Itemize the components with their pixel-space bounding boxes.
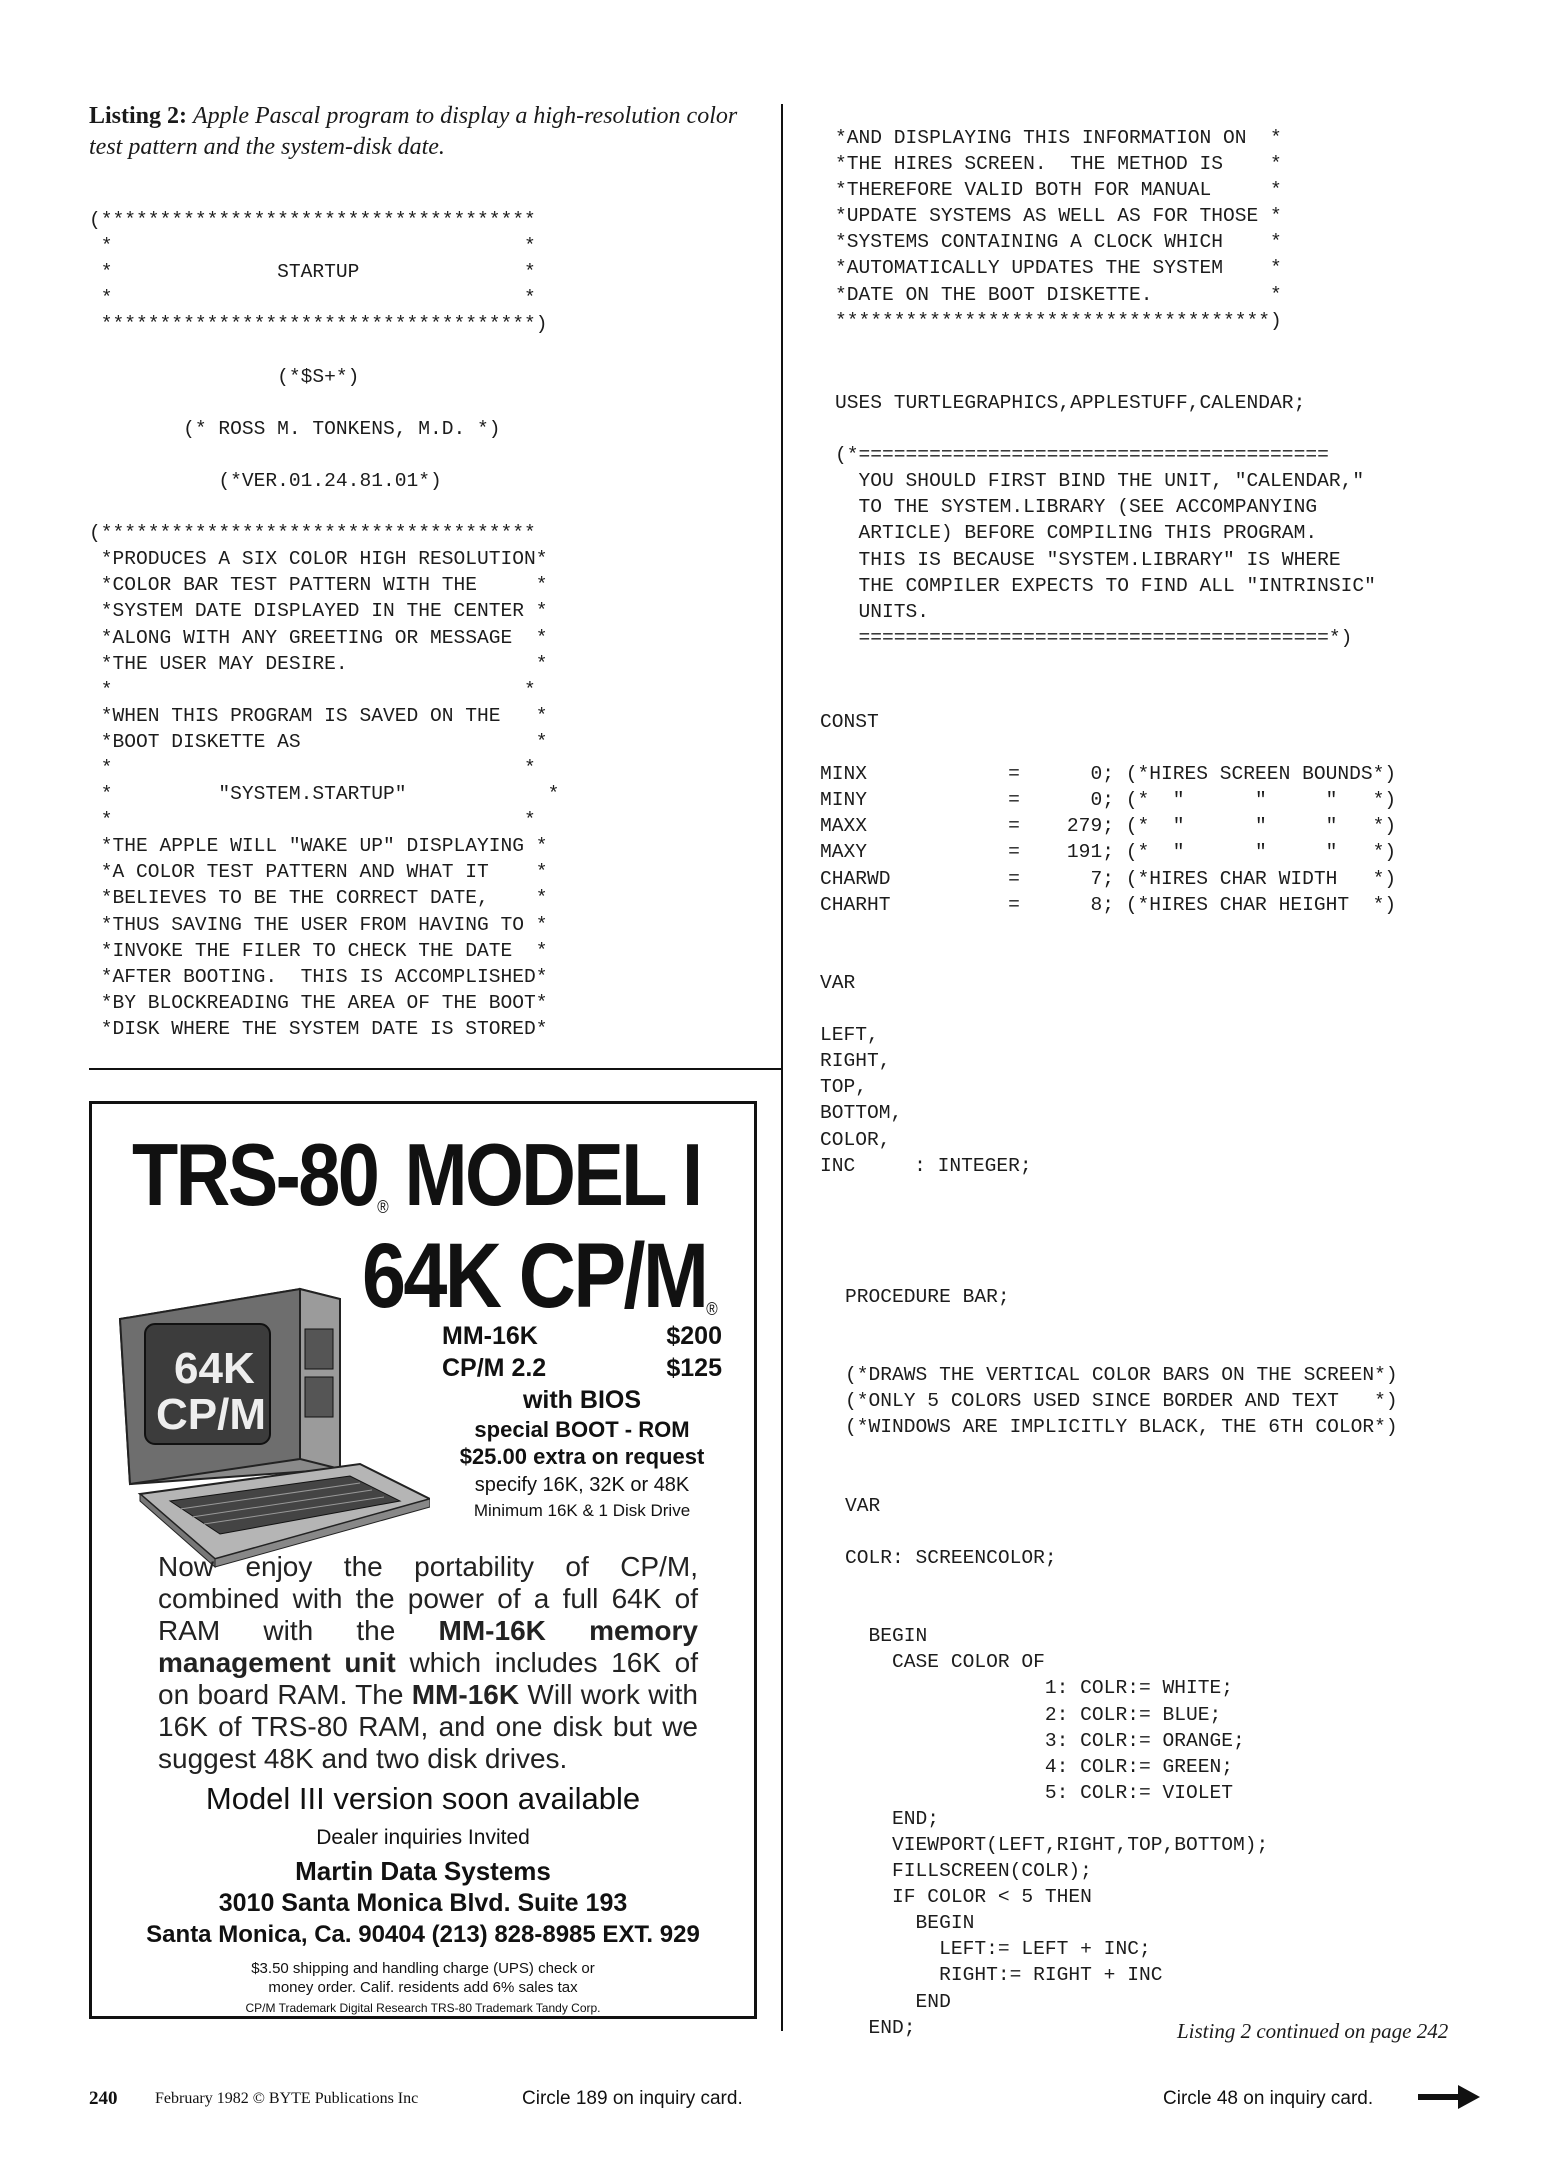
page-number: 240 <box>89 2088 118 2109</box>
minimum-requirement: Minimum 16K & 1 Disk Drive <box>473 1501 691 1520</box>
column-divider <box>781 104 783 1071</box>
with-bios: with BIOS <box>522 1386 642 1414</box>
body-bold: MM-16K memory management unit <box>158 1615 698 1678</box>
ad-title-trs80: TRS-80 <box>132 1125 378 1224</box>
ad-headline-line1 <box>132 1124 700 1226</box>
ad-body-copy <box>158 1551 698 1775</box>
body-text: which includes 16K of on board RAM. The <box>158 1647 699 1710</box>
screen-cpm: CP/M <box>156 1390 266 1439</box>
listing-description: Apple Pascal program to display a high-resolution color test pattern and the system-disk date. <box>89 103 738 160</box>
company-address-1: 3010 Santa Monica Blvd. Suite 193 <box>218 1889 628 1917</box>
price-mm16k <box>442 1322 722 1351</box>
trs80-advertisement <box>89 1101 757 2019</box>
right-code-uses: USES TURTLEGRAPHICS,APPLESTUFF,CALENDAR; (*======================================== YOU SHOULD FIRST BIND THE UNIT, "CALENDAR," TO THE SYSTEM.LIBRARY (SEE ACCOMPANYING ARTICLE) BEFORE COMPILING THIS PROGRAM. THIS IS BECAUSE "SYSTEM.LIBRARY" IS WHERE THE COMPILER EXPECTS TO FIND ALL "INTRINSIC" UNITS. ========================================*) <box>835 392 1376 649</box>
body-text: Now enjoy the portability of CP/M, <box>158 1551 698 1582</box>
model3-note: Model III version soon available <box>205 1781 641 1816</box>
left-code-listing: (************************************* * * * STARTUP * * * *************************************) (*$S+*) (* ROSS M. TONKENS, M.D. *) (*VER.01.24.81.01*) (************************************* *PRODUCES A SIX COLOR HIGH RESOLUTION* *COLOR BAR TEST PATTERN WITH THE * *SYSTEM DATE DISPLAYED IN THE CENTER * *ALONG WITH ANY GREETING OR MESSAGE * *THE USER MAY DESIRE. * * * *WHEN THIS PROGRAM IS SAVED ON THE * *BOOT DISKETTE AS * * * * "SYSTEM.STARTUP" * * * *THE APPLE WILL "WAKE UP" DISPLAYING * *A COLOR TEST PATTERN AND WHAT IT * *BELIEVES TO BE THE CORRECT DATE, * *THUS SAVING THE USER FROM HAVING TO * *INVOKE THE FILER TO CHECK THE DATE * *AFTER BOOTING. THIS IS ACCOMPLISHED* *BY BLOCKREADING THE AREA OF THE BOOT* *DISK WHERE THE SYSTEM DATE IS STORED* <box>89 209 560 1040</box>
registered-mark-2: ® <box>706 1299 716 1319</box>
shipping-note-2: money order. Calif. residents add 6% sales tax <box>268 1979 578 1996</box>
right-code-procedure: PROCEDURE BAR; (*DRAWS THE VERTICAL COLOR BARS ON THE SCREEN*) (*ONLY 5 COLORS USED SINCE BORDER AND TEXT *) (*WINDOWS ARE IMPLICITLY BLACK, THE 6TH COLOR*) VAR COLR: SCREENCOLOR; BEGIN CASE COLOR OF 1: COLR:= WHITE; 2: COLR:= BLUE; 3: COLR:= ORANGE; 4: COLR:= GREEN; 5: COLR:= VIOLET END; VIEWPORT(LEFT,RIGHT,TOP,BOTTOM); FILLSCREEN(COLR); IF COLOR < 5 THEN BEGIN LEFT:= LEFT + INC; RIGHT:= RIGHT + INC END END; <box>845 1286 1398 2039</box>
listing-label: Listing 2: <box>89 103 188 129</box>
price-item: CP/M 2.2 <box>442 1354 547 1382</box>
company-address-2: Santa Monica, Ca. 90404 (213) 828-8985 EXT. 929 <box>146 1921 700 1948</box>
price-value: $200 <box>666 1322 722 1350</box>
arrow-right-icon <box>1418 2085 1480 2109</box>
circle-left: Circle 189 on inquiry card. <box>522 2088 743 2109</box>
body-text: Will work with 16K of TRS-80 RAM, and one disk but we suggest 48K and two disk drives. <box>158 1679 699 1774</box>
price-cpm22 <box>442 1354 722 1383</box>
price-item: MM-16K <box>442 1322 538 1350</box>
ad-title-cpm: 64K CP/M <box>362 1225 707 1327</box>
screen-64k: 64K <box>174 1344 255 1393</box>
circle-right: Circle 48 on inquiry card. <box>1163 2088 1374 2109</box>
special-boot: special BOOT - ROM <box>474 1417 690 1442</box>
column-divider-lower <box>781 1071 783 2031</box>
dealer-note: Dealer inquiries Invited <box>316 1826 530 1849</box>
screen-label <box>156 1346 266 1438</box>
code-end-rule <box>89 1068 783 1070</box>
continued-note: Listing 2 continued on page 242 <box>1177 2019 1449 2043</box>
body-text: combined with the power of a full 64K of RAM with the <box>158 1583 698 1646</box>
right-code-const-var: CONST MINX = 0; (*HIRES SCREEN BOUNDS*) MINY = 0; (* " " " *) MAXX = 279; (* " " " *) MAXY = 191; (* " " " *) CHARWD = 7; (*HIRES CHAR WIDTH *) CHARHT = 8; (*HIRES CHAR HEIGHT *) VAR LEFT, RIGHT, TOP, BOTTOM, COLOR, INC : INTEGER; <box>820 711 1397 1177</box>
right-code-comment: *AND DISPLAYING THIS INFORMATION ON * *THE HIRES SCREEN. THE METHOD IS * *THEREFORE VALID BOTH FOR MANUAL * *UPDATE SYSTEMS AS WELL AS FOR THOSE * *SYSTEMS CONTAINING A CLOCK WHICH * *AUTOMATICALLY UPDATES THE SYSTEM * *DATE ON THE BOOT DISKETTE. * *************************************) <box>835 127 1282 332</box>
registered-mark: ® <box>377 1197 387 1217</box>
shipping-note-1: $3.50 shipping and handling charge (UPS) check or <box>251 1960 595 1977</box>
price-value: $125 <box>666 1354 722 1382</box>
ram-specify: specify 16K, 32K or 48K <box>474 1474 690 1496</box>
trademark-note: CP/M Trademark Digital Research TRS-80 Trademark Tandy Corp. <box>245 2001 601 2015</box>
company-name: Martin Data Systems <box>295 1856 551 1886</box>
boot-extra: $25.00 extra on request <box>459 1444 705 1469</box>
listing-caption <box>89 101 761 163</box>
ad-title-model: MODEL I <box>404 1125 701 1224</box>
issue-line: February 1982 © BYTE Publications Inc <box>155 2090 419 2107</box>
body-bold: MM-16K <box>411 1679 520 1710</box>
